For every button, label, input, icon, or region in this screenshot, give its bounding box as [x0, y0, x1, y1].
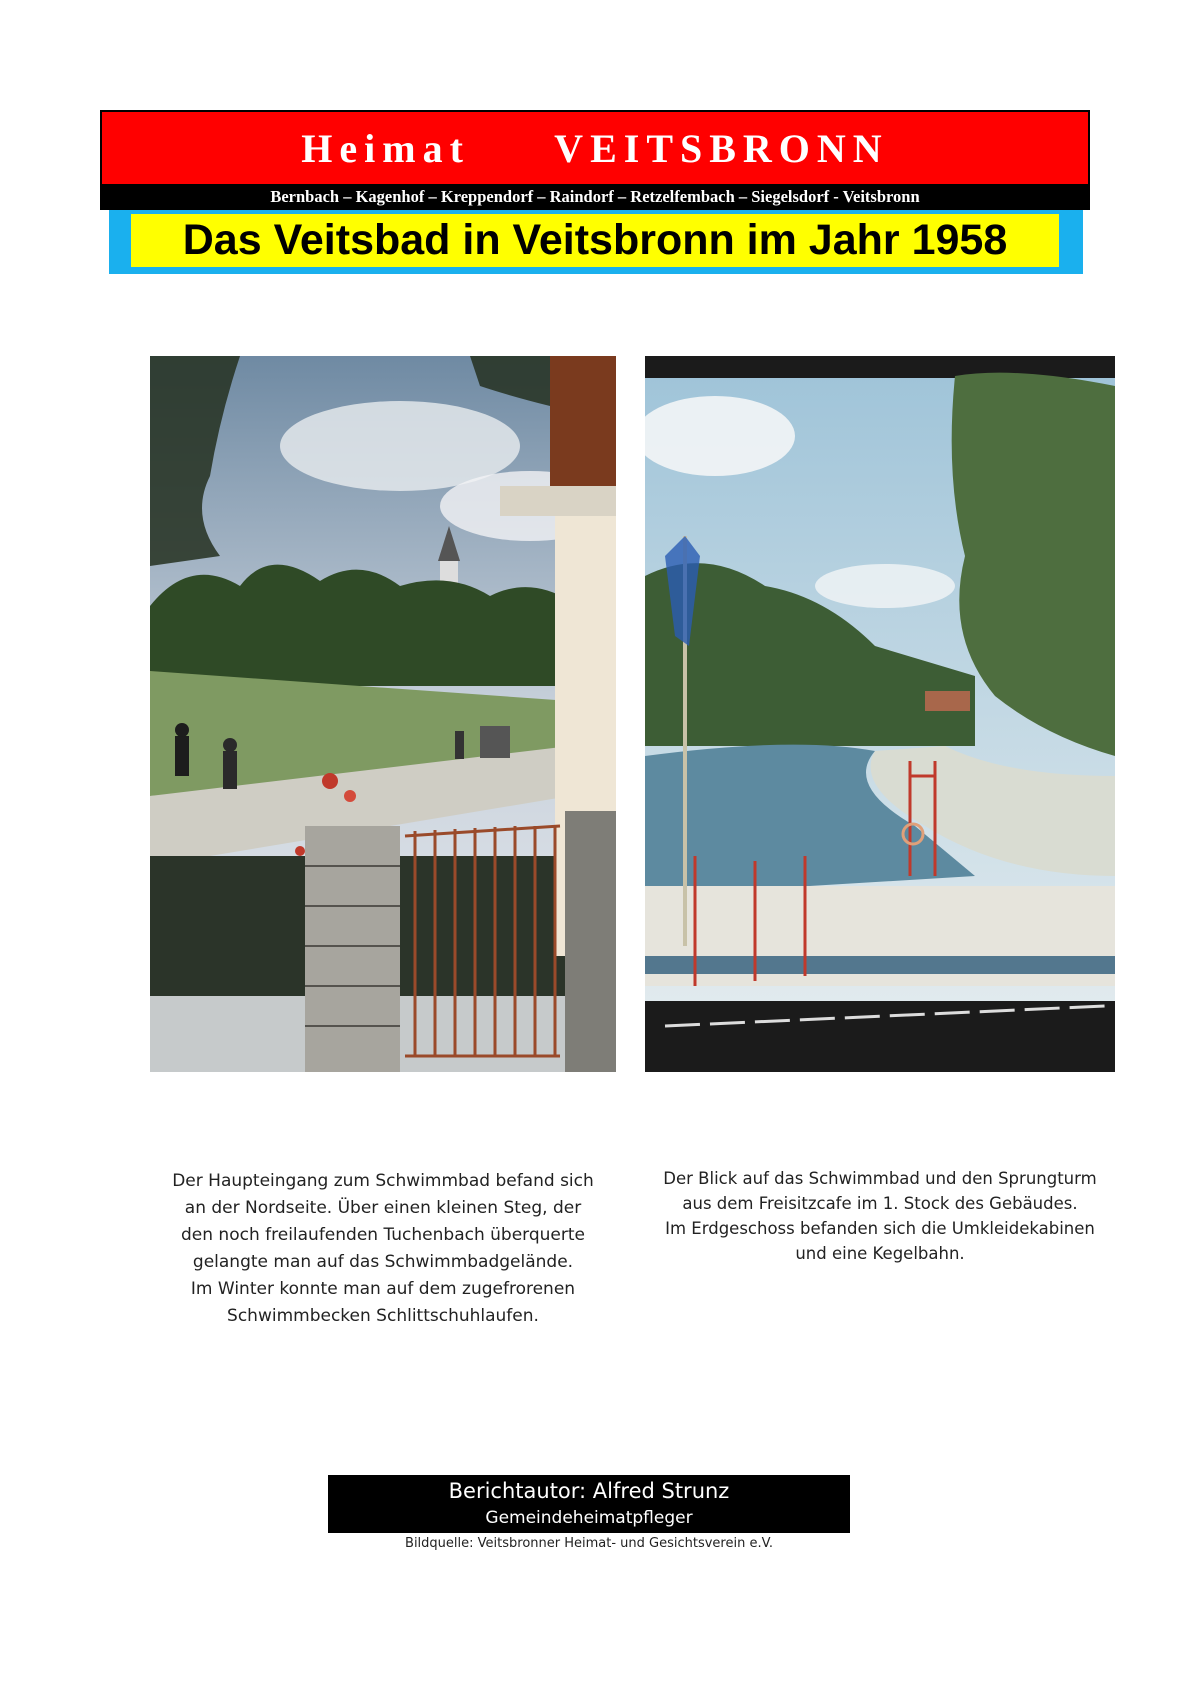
caption-line: aus dem Freisitzcafe im 1. Stock des Gebäudes.	[682, 1194, 1078, 1213]
caption-line: den noch freilaufenden Tuchenbach überquerte	[181, 1225, 585, 1245]
caption-pool-view	[645, 1166, 1115, 1266]
caption-line: an der Nordseite. Über einen kleinen Steg, der	[184, 1198, 582, 1218]
caption-line: Der Haupteingang zum Schwimmbad befand sich	[172, 1171, 594, 1191]
caption-line: Im Winter konnte man auf dem zugefrorenen	[190, 1279, 576, 1299]
caption-line: gelangte man auf das Schwimmbadgelände.	[192, 1252, 574, 1272]
villages-list: Bernbach – Kagenhof – Kreppendorf – Raindorf – Retzelfembach – Siegelsdorf - Veitsbronn	[270, 187, 920, 206]
caption-line: Schwimmbecken Schlittschuhlaufen.	[227, 1306, 539, 1326]
header-banner	[100, 110, 1090, 210]
photo-main-entrance	[150, 356, 616, 1072]
caption-line: Der Blick auf das Schwimmbad und den Sprungturm	[663, 1169, 1097, 1188]
author-name: Berichtautor: Alfred Strunz	[448, 1479, 730, 1503]
caption-line: Im Erdgeschoss befanden sich die Umkleidekabinen	[665, 1219, 1095, 1238]
author-role: Gemeindeheimatpfleger	[485, 1508, 693, 1528]
photo-main-entrance-image	[150, 356, 616, 1072]
article-title-highlight	[131, 214, 1059, 267]
header-title-bar	[102, 112, 1088, 184]
caption-line: und eine Kegelbahn.	[795, 1244, 965, 1263]
article-title: Das Veitsbad in Veitsbronn im Jahr 1958	[182, 216, 1008, 264]
photo-pool-view	[645, 356, 1115, 1072]
villages-bar	[102, 184, 1088, 210]
photo-pool-view-image	[645, 356, 1115, 1072]
article-title-frame	[109, 210, 1083, 274]
caption-main-entrance	[150, 1168, 616, 1330]
header-title: Heimat VEITSBRONN	[301, 125, 889, 171]
image-source: Bildquelle: Veitsbronner Heimat- und Gesichtsverein e.V.	[405, 1536, 773, 1551]
author-box	[328, 1475, 850, 1533]
